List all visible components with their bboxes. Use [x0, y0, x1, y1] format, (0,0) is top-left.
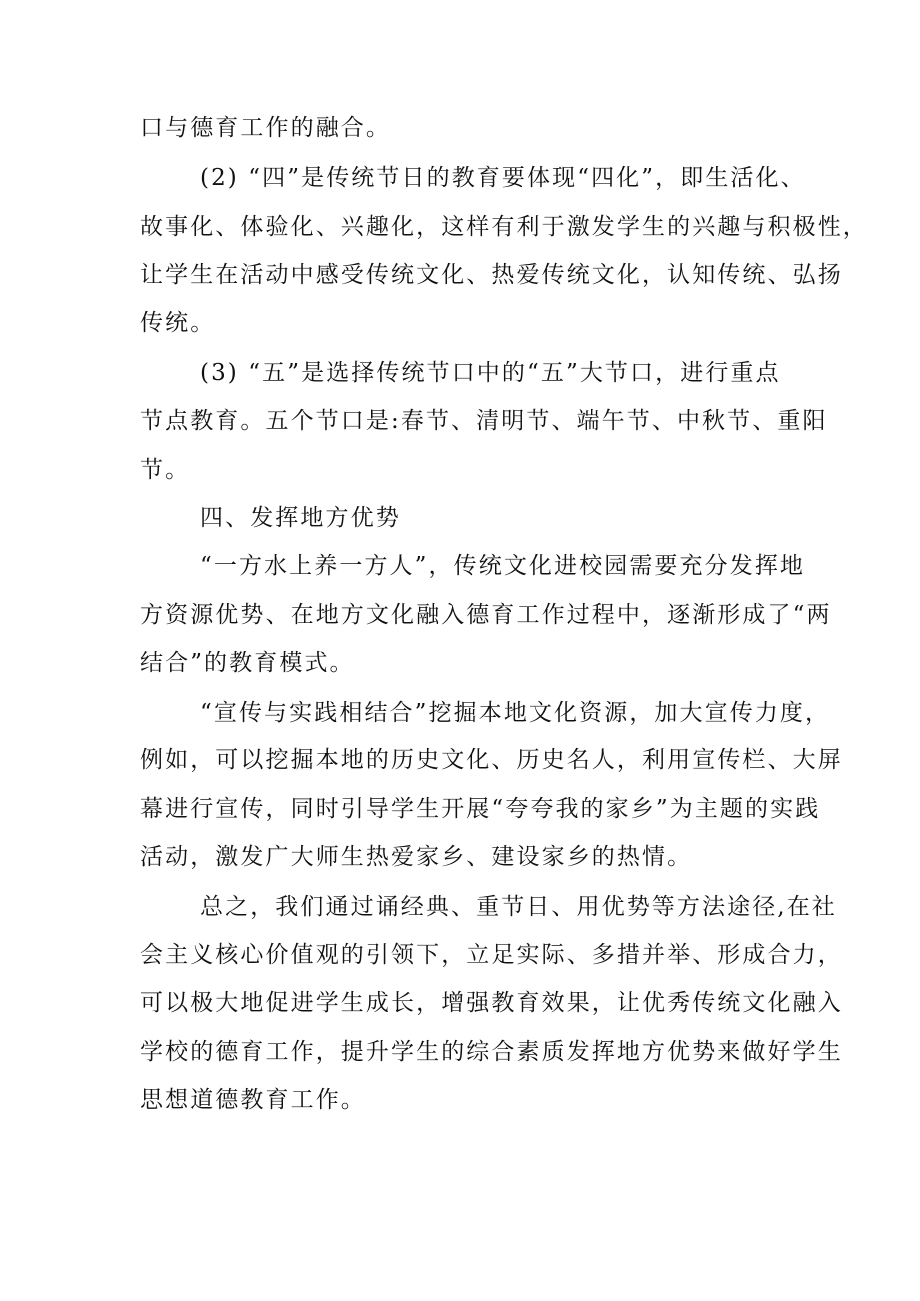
text-line: 幕进行宣传，同时引导学生开展“夸夸我的家乡”为主题的实践: [140, 796, 821, 822]
text-line: 节点教育。五个节口是:春节、清明节、端午节、中秋节、重阳: [140, 408, 828, 434]
text-line: 例如，可以挖掘本地的历史文化、历史名人，利用宣传栏、大屏: [140, 747, 843, 773]
text-line: 结合”的教育模式。: [140, 650, 355, 676]
text-line: 思想道德教育工作。: [140, 1087, 366, 1113]
section-heading: 四、发挥地方优势: [200, 505, 401, 531]
text-line: “一方水上养一方人”，传统文化进校园需要充分发挥地: [200, 553, 806, 579]
text-line: 传统。: [140, 310, 216, 336]
text-line: 方资源优势、在地方文化融入德育工作过程中，逐渐形成了“两: [140, 602, 832, 628]
text-line: 学校的德育工作，提升学生的综合素质发挥地方优势来做好学生: [140, 1039, 843, 1065]
text-line: 口与德育工作的融合。: [140, 115, 391, 141]
text-line: 可以极大地促进学生成长，增强教育效果，让优秀传统文化融入: [140, 990, 843, 1016]
text-line: 会主义核心价值观的引领下，立足实际、多措并举、形成合力，: [140, 942, 843, 968]
text-line: “宣传与实践相结合”挖掘本地文化资源，加大宣传力度，: [200, 700, 831, 726]
text-line: 总之，我们通过诵经典、重节日、用优势等方法途径,在社: [200, 894, 837, 920]
text-line: 让学生在活动中感受传统文化、热爱传统文化，认知传统、弘扬: [140, 262, 843, 288]
text-line: (2) “四”是传统节日的教育要体现“四化”，即生活化、: [200, 165, 806, 191]
text-line: 故事化、体验化、兴趣化，这样有利于激发学生的兴趣与积极性，: [140, 214, 868, 240]
text-line: (3) “五”是选择传统节口中的“五”大节口，进行重点: [200, 360, 781, 386]
text-line: 节。: [140, 457, 191, 483]
text-line: 活动，激发广大师生热爱家乡、建设家乡的热情。: [140, 844, 693, 870]
